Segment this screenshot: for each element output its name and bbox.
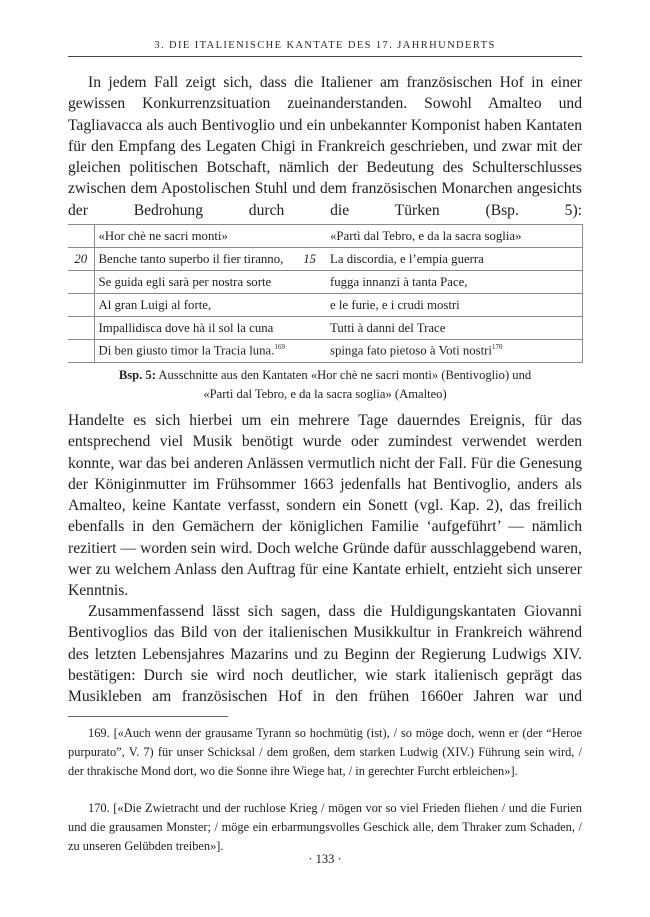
left-verse: Se guida egli sarà per nostra sorte: [94, 271, 300, 294]
line-number: [300, 271, 326, 294]
right-verse-text: spinga fato pietoso à Voti nostri: [330, 343, 492, 358]
paragraph-1: [68, 72, 582, 221]
right-verse: Tutti à danni del Trace: [326, 317, 582, 340]
footnote-ref[interactable]: 169: [274, 343, 285, 352]
table-row: [68, 340, 582, 363]
example-table: [68, 224, 583, 363]
line-number: [300, 294, 326, 317]
table-row: [68, 294, 582, 317]
left-verse: [94, 340, 300, 363]
left-verse-text: Di ben giusto timor la Tracia luna.: [98, 343, 275, 358]
left-verse: «Hor chè ne sacri monti»: [94, 225, 300, 248]
footnote-ref[interactable]: 170: [491, 343, 503, 352]
caption-text-1: Ausschnitte aus den Kantaten «Hor chè ne sacri monti» (Bentivoglio) und: [155, 368, 532, 382]
footnote-170: [68, 799, 582, 855]
line-number: [68, 294, 94, 317]
line-number: [300, 225, 326, 248]
caption-line-1: [68, 366, 582, 385]
line-number: [68, 340, 94, 363]
table-row: [68, 225, 582, 248]
paragraph-3-text: Zusammenfassend lässt sich sagen, dass die Huldigungskantaten Giovanni Bentivoglios das Bild von der italienischen Musikkultur in Frankreich während des letzten Lebensjahres Mazarins und zu Beginn der Regierung Ludwigs XIV. bestätigen: Durch sie wird noch deutlicher, wie stark italienisch geprägt das Musikleben am französischen Hof in den frühen 1660er Jahren war und: [68, 603, 582, 706]
caption-label: Bsp. 5:: [118, 368, 156, 382]
left-verse: Benche tanto superbo il fier tiranno,: [94, 248, 300, 271]
line-number: [300, 317, 326, 340]
right-verse: La discordia, e l’empia guerra: [326, 248, 582, 271]
footnote-text: [«Die Zwietracht und der ruchlose Krieg / mögen vor so viel Frieden fliehen / und die Furien und die grausamen Monster; / möge ein erbarmungsvolles Geschick alle, dem Thraker zum Schaden, / zu unseren Gelübden treiben»].: [68, 801, 582, 853]
footnote-rule: [68, 716, 228, 717]
paragraph-1-text: In jedem Fall zeigt sich, dass die Italiener am französischen Hof in einer gewissen Konkurrenzsituation zueinanderstanden. Sowohl Amalteo und Tagliavacca als auch Bentivoglio und ein unbekannter Komponist haben Kantaten für den Empfang des Legaten Chigi in Frankreich geschrieben, und zwar mit der gleichen politischen Botschaft, nämlich der Bedeutung des Schulterschlusses zwischen dem Apostolischen Stuhl und dem französischen Monarchen angesichts der Bedrohung durch die Türken (Bsp. 5):: [68, 74, 582, 219]
footnote-text: [«Auch wenn der grausame Tyrann so hochmütig (ist), / so möge doch, wenn er (der “Heroe purpurato”, V. 7) für unser Schicksal / dem großen, dem starken Ludwig (XIV.) Führung sein wird, / der thrakische Mond dort, wo die Sonne ihre Wiege hat, / in gerechter Furcht erbleichen»].: [68, 726, 582, 778]
example-caption: [68, 366, 582, 403]
footnote-number: 170.: [88, 801, 110, 815]
right-verse: e le furie, e i crudi mostri: [326, 294, 582, 317]
line-number: 20: [68, 248, 94, 271]
page-number: · 133 ·: [308, 852, 342, 866]
left-verse: Impallidisca dove hà il sol la cuna: [94, 317, 300, 340]
running-head: 3. DIE ITALIENISCHE KANTATE DES 17. JAHRHUNDERTS: [154, 40, 496, 51]
table-row: [68, 271, 582, 294]
right-verse: fugga innanzi à tanta Pace,: [326, 271, 582, 294]
footnote-number: 169.: [88, 726, 110, 740]
header-rule: [68, 56, 582, 57]
line-number: 15: [300, 248, 326, 271]
line-number: [300, 340, 326, 363]
table-row: [68, 248, 582, 271]
left-verse: Al gran Luigi al forte,: [94, 294, 300, 317]
line-number: [68, 225, 94, 248]
paragraph-3: [68, 601, 582, 707]
right-verse: [326, 340, 582, 363]
caption-text-2: «Partì dal Tebro, e da la sacra soglia» (Amalteo): [203, 386, 447, 401]
right-verse: «Partì dal Tebro, e da la sacra soglia»: [326, 225, 582, 248]
footnote-169: [68, 724, 582, 780]
line-number: [68, 317, 94, 340]
paragraph-2: Handelte es sich hierbei um ein mehrere Tage dauerndes Ereignis, für das entsprechend viel Musik benötigt wurde oder zumindest verwendet werden konnte, war das bei anderen Anlässen vermutlich nicht der Fall. Für die Genesung der Königinmutter im Frühsommer 1663 jedenfalls hat Bentivoglio, anders als Amalteo, keine Kantate verfasst, sondern ein Sonett (vgl. Kap. 2), das freilich ebenfalls in den Gemächern der königlichen Familie ‘aufgeführt’ — nämlich rezitiert — worden sein wird. Doch welche Gründe dafür ausschlaggebend waren, wer zu welchem Anlass den Auftrag für eine Kantate erhielt, entzieht sich unserer Kenntnis.: [68, 412, 582, 600]
line-number: [68, 271, 94, 294]
table-row: [68, 317, 582, 340]
